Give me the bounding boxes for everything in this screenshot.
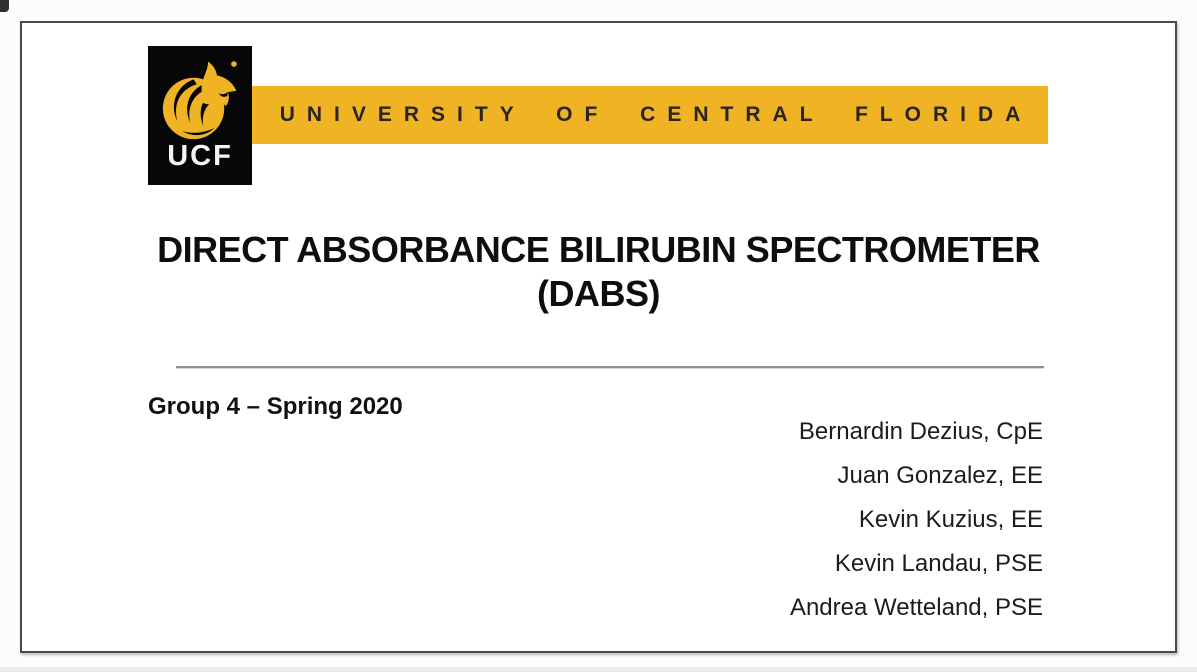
title-slide <box>20 21 1177 653</box>
pegasus-icon <box>158 56 242 148</box>
slide-title <box>22 228 1175 316</box>
author-name: Kevin Landau, PSE <box>834 550 1043 577</box>
author-name: Kevin Kuzius, EE <box>858 506 1043 533</box>
page-edge <box>0 667 1197 672</box>
divider-line <box>176 366 1044 369</box>
slide-title-line2: (DABS) <box>537 273 660 314</box>
university-banner-text: UNIVERSITY OF CENTRAL FLORIDA <box>279 103 1033 126</box>
author-name: Bernardin Dezius, CpE <box>798 418 1043 445</box>
group-label: Group 4 – Spring 2020 <box>148 393 403 420</box>
authors-list <box>790 410 1043 630</box>
author-name: Juan Gonzalez, EE <box>837 462 1043 489</box>
author-name: Andrea Wetteland, PSE <box>789 594 1043 621</box>
ucf-logo-text: UCF <box>167 140 233 172</box>
corner-artifact <box>0 0 9 12</box>
university-banner <box>252 86 1048 144</box>
slide-title-line1: DIRECT ABSORBANCE BILIRUBIN SPECTROMETER <box>157 229 1040 270</box>
ucf-logo <box>148 46 252 185</box>
